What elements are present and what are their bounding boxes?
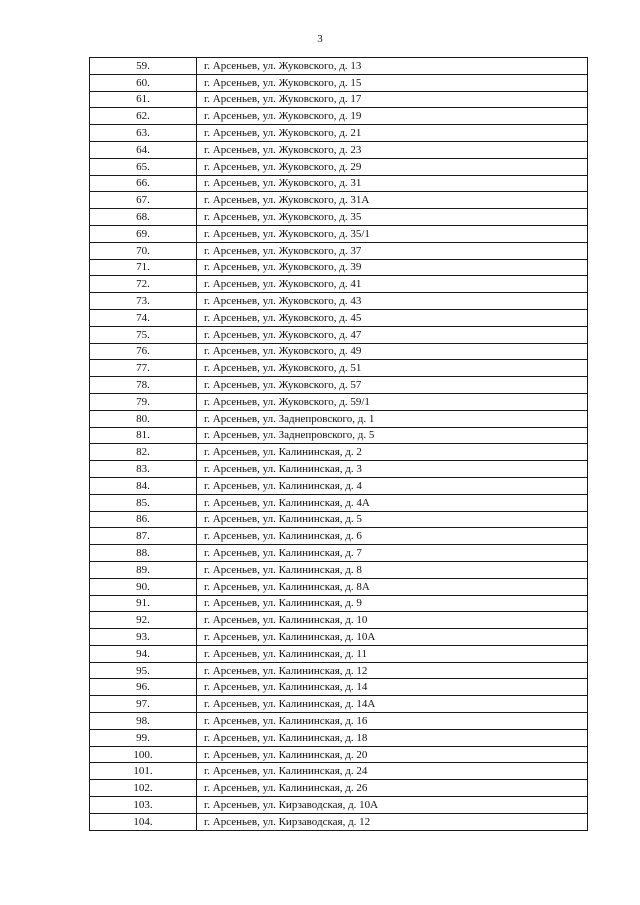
table-row <box>90 393 588 410</box>
address-cell: г. Арсеньев, ул. Жуковского, д. 19 <box>197 108 588 125</box>
address-cell: г. Арсеньев, ул. Жуковского, д. 51 <box>197 360 588 377</box>
row-number-cell: 89. <box>90 561 197 578</box>
page-number: 3 <box>317 33 323 45</box>
row-number-cell: 88. <box>90 545 197 562</box>
row-number-cell: 78. <box>90 377 197 394</box>
address-cell: г. Арсеньев, ул. Жуковского, д. 37 <box>197 242 588 259</box>
table-row <box>90 813 588 830</box>
address-cell: г. Арсеньев, ул. Калининская, д. 10А <box>197 629 588 646</box>
row-number-cell: 102. <box>90 780 197 797</box>
row-number-cell: 83. <box>90 461 197 478</box>
table-row <box>90 461 588 478</box>
table-row <box>90 477 588 494</box>
row-number-cell: 59. <box>90 58 197 75</box>
address-cell: г. Арсеньев, ул. Жуковского, д. 29 <box>197 158 588 175</box>
address-cell: г. Арсеньев, ул. Калининская, д. 9 <box>197 595 588 612</box>
table-row <box>90 595 588 612</box>
address-cell: г. Арсеньев, ул. Жуковского, д. 31 <box>197 175 588 192</box>
row-number-cell: 67. <box>90 192 197 209</box>
address-cell: г. Арсеньев, ул. Калининская, д. 11 <box>197 645 588 662</box>
row-number-cell: 90. <box>90 578 197 595</box>
table-row <box>90 561 588 578</box>
address-cell: г. Арсеньев, ул. Жуковского, д. 13 <box>197 58 588 75</box>
table-row <box>90 158 588 175</box>
address-cell: г. Арсеньев, ул. Калининская, д. 4 <box>197 477 588 494</box>
row-number-cell: 100. <box>90 746 197 763</box>
table-row <box>90 780 588 797</box>
row-number-cell: 94. <box>90 645 197 662</box>
row-number-cell: 65. <box>90 158 197 175</box>
row-number-cell: 82. <box>90 444 197 461</box>
table-row <box>90 108 588 125</box>
table-row <box>90 629 588 646</box>
address-cell: г. Арсеньев, ул. Калининская, д. 5 <box>197 511 588 528</box>
row-number-cell: 75. <box>90 326 197 343</box>
row-number-cell: 70. <box>90 242 197 259</box>
row-number-cell: 99. <box>90 729 197 746</box>
address-cell: г. Арсеньев, ул. Жуковского, д. 49 <box>197 343 588 360</box>
row-number-cell: 91. <box>90 595 197 612</box>
row-number-cell: 98. <box>90 713 197 730</box>
table-row <box>90 276 588 293</box>
table-row <box>90 696 588 713</box>
address-cell: г. Арсеньев, ул. Жуковского, д. 57 <box>197 377 588 394</box>
row-number-cell: 104. <box>90 813 197 830</box>
table-row <box>90 645 588 662</box>
table-row <box>90 343 588 360</box>
address-cell: г. Арсеньев, ул. Жуковского, д. 45 <box>197 309 588 326</box>
table-row <box>90 713 588 730</box>
address-cell: г. Арсеньев, ул. Жуковского, д. 35 <box>197 209 588 226</box>
table-row <box>90 175 588 192</box>
address-cell: г. Арсеньев, ул. Калининская, д. 18 <box>197 729 588 746</box>
address-cell: г. Арсеньев, ул. Калининская, д. 8А <box>197 578 588 595</box>
table-row <box>90 612 588 629</box>
table-row <box>90 746 588 763</box>
row-number-cell: 66. <box>90 175 197 192</box>
row-number-cell: 97. <box>90 696 197 713</box>
table-row <box>90 662 588 679</box>
address-cell: г. Арсеньев, ул. Жуковского, д. 39 <box>197 259 588 276</box>
row-number-cell: 69. <box>90 225 197 242</box>
address-cell: г. Арсеньев, ул. Калининская, д. 7 <box>197 545 588 562</box>
address-cell: г. Арсеньев, ул. Жуковского, д. 15 <box>197 74 588 91</box>
address-cell: г. Арсеньев, ул. Калининская, д. 6 <box>197 528 588 545</box>
table-row <box>90 427 588 444</box>
row-number-cell: 79. <box>90 393 197 410</box>
table-row <box>90 259 588 276</box>
table-row <box>90 797 588 814</box>
row-number-cell: 64. <box>90 141 197 158</box>
table-row <box>90 377 588 394</box>
row-number-cell: 101. <box>90 763 197 780</box>
row-number-cell: 61. <box>90 91 197 108</box>
row-number-cell: 96. <box>90 679 197 696</box>
row-number-cell: 81. <box>90 427 197 444</box>
address-cell: г. Арсеньев, ул. Калининская, д. 16 <box>197 713 588 730</box>
address-cell: г. Арсеньев, ул. Жуковского, д. 21 <box>197 125 588 142</box>
table-row <box>90 528 588 545</box>
row-number-cell: 73. <box>90 293 197 310</box>
row-number-cell: 86. <box>90 511 197 528</box>
address-cell: г. Арсеньев, ул. Калининская, д. 24 <box>197 763 588 780</box>
table-row <box>90 58 588 75</box>
row-number-cell: 74. <box>90 309 197 326</box>
address-cell: г. Арсеньев, ул. Жуковского, д. 41 <box>197 276 588 293</box>
table-row <box>90 511 588 528</box>
address-table <box>89 57 588 831</box>
row-number-cell: 84. <box>90 477 197 494</box>
row-number-cell: 103. <box>90 797 197 814</box>
address-cell: г. Арсеньев, ул. Калининская, д. 12 <box>197 662 588 679</box>
address-cell: г. Арсеньев, ул. Жуковского, д. 31А <box>197 192 588 209</box>
row-number-cell: 76. <box>90 343 197 360</box>
table-row <box>90 293 588 310</box>
table-row <box>90 545 588 562</box>
address-cell: г. Арсеньев, ул. Заднепровского, д. 5 <box>197 427 588 444</box>
row-number-cell: 77. <box>90 360 197 377</box>
table-row <box>90 309 588 326</box>
table-row <box>90 192 588 209</box>
address-cell: г. Арсеньев, ул. Жуковского, д. 59/1 <box>197 393 588 410</box>
address-cell: г. Арсеньев, ул. Кирзаводская, д. 10А <box>197 797 588 814</box>
address-cell: г. Арсеньев, ул. Калининская, д. 20 <box>197 746 588 763</box>
table-row <box>90 763 588 780</box>
address-cell: г. Арсеньев, ул. Калининская, д. 2 <box>197 444 588 461</box>
row-number-cell: 95. <box>90 662 197 679</box>
row-number-cell: 71. <box>90 259 197 276</box>
row-number-cell: 63. <box>90 125 197 142</box>
address-cell: г. Арсеньев, ул. Заднепровского, д. 1 <box>197 410 588 427</box>
table-row <box>90 225 588 242</box>
address-table-body <box>90 58 588 831</box>
address-cell: г. Арсеньев, ул. Калининская, д. 4А <box>197 494 588 511</box>
row-number-cell: 87. <box>90 528 197 545</box>
row-number-cell: 60. <box>90 74 197 91</box>
row-number-cell: 85. <box>90 494 197 511</box>
address-cell: г. Арсеньев, ул. Калининская, д. 26 <box>197 780 588 797</box>
table-row <box>90 91 588 108</box>
row-number-cell: 62. <box>90 108 197 125</box>
address-cell: г. Арсеньев, ул. Калининская, д. 10 <box>197 612 588 629</box>
table-row <box>90 141 588 158</box>
table-row <box>90 578 588 595</box>
address-cell: г. Арсеньев, ул. Кирзаводская, д. 12 <box>197 813 588 830</box>
table-row <box>90 679 588 696</box>
address-cell: г. Арсеньев, ул. Калининская, д. 3 <box>197 461 588 478</box>
table-row <box>90 729 588 746</box>
table-row <box>90 242 588 259</box>
address-cell: г. Арсеньев, ул. Калининская, д. 14А <box>197 696 588 713</box>
address-cell: г. Арсеньев, ул. Жуковского, д. 17 <box>197 91 588 108</box>
table-row <box>90 444 588 461</box>
address-cell: г. Арсеньев, ул. Жуковского, д. 43 <box>197 293 588 310</box>
row-number-cell: 93. <box>90 629 197 646</box>
row-number-cell: 72. <box>90 276 197 293</box>
address-cell: г. Арсеньев, ул. Жуковского, д. 47 <box>197 326 588 343</box>
table-row <box>90 360 588 377</box>
table-row <box>90 326 588 343</box>
table-row <box>90 494 588 511</box>
address-cell: г. Арсеньев, ул. Калининская, д. 14 <box>197 679 588 696</box>
table-row <box>90 209 588 226</box>
address-cell: г. Арсеньев, ул. Калининская, д. 8 <box>197 561 588 578</box>
table-row <box>90 74 588 91</box>
address-cell: г. Арсеньев, ул. Жуковского, д. 23 <box>197 141 588 158</box>
row-number-cell: 92. <box>90 612 197 629</box>
row-number-cell: 68. <box>90 209 197 226</box>
row-number-cell: 80. <box>90 410 197 427</box>
address-cell: г. Арсеньев, ул. Жуковского, д. 35/1 <box>197 225 588 242</box>
table-row <box>90 410 588 427</box>
table-row <box>90 125 588 142</box>
